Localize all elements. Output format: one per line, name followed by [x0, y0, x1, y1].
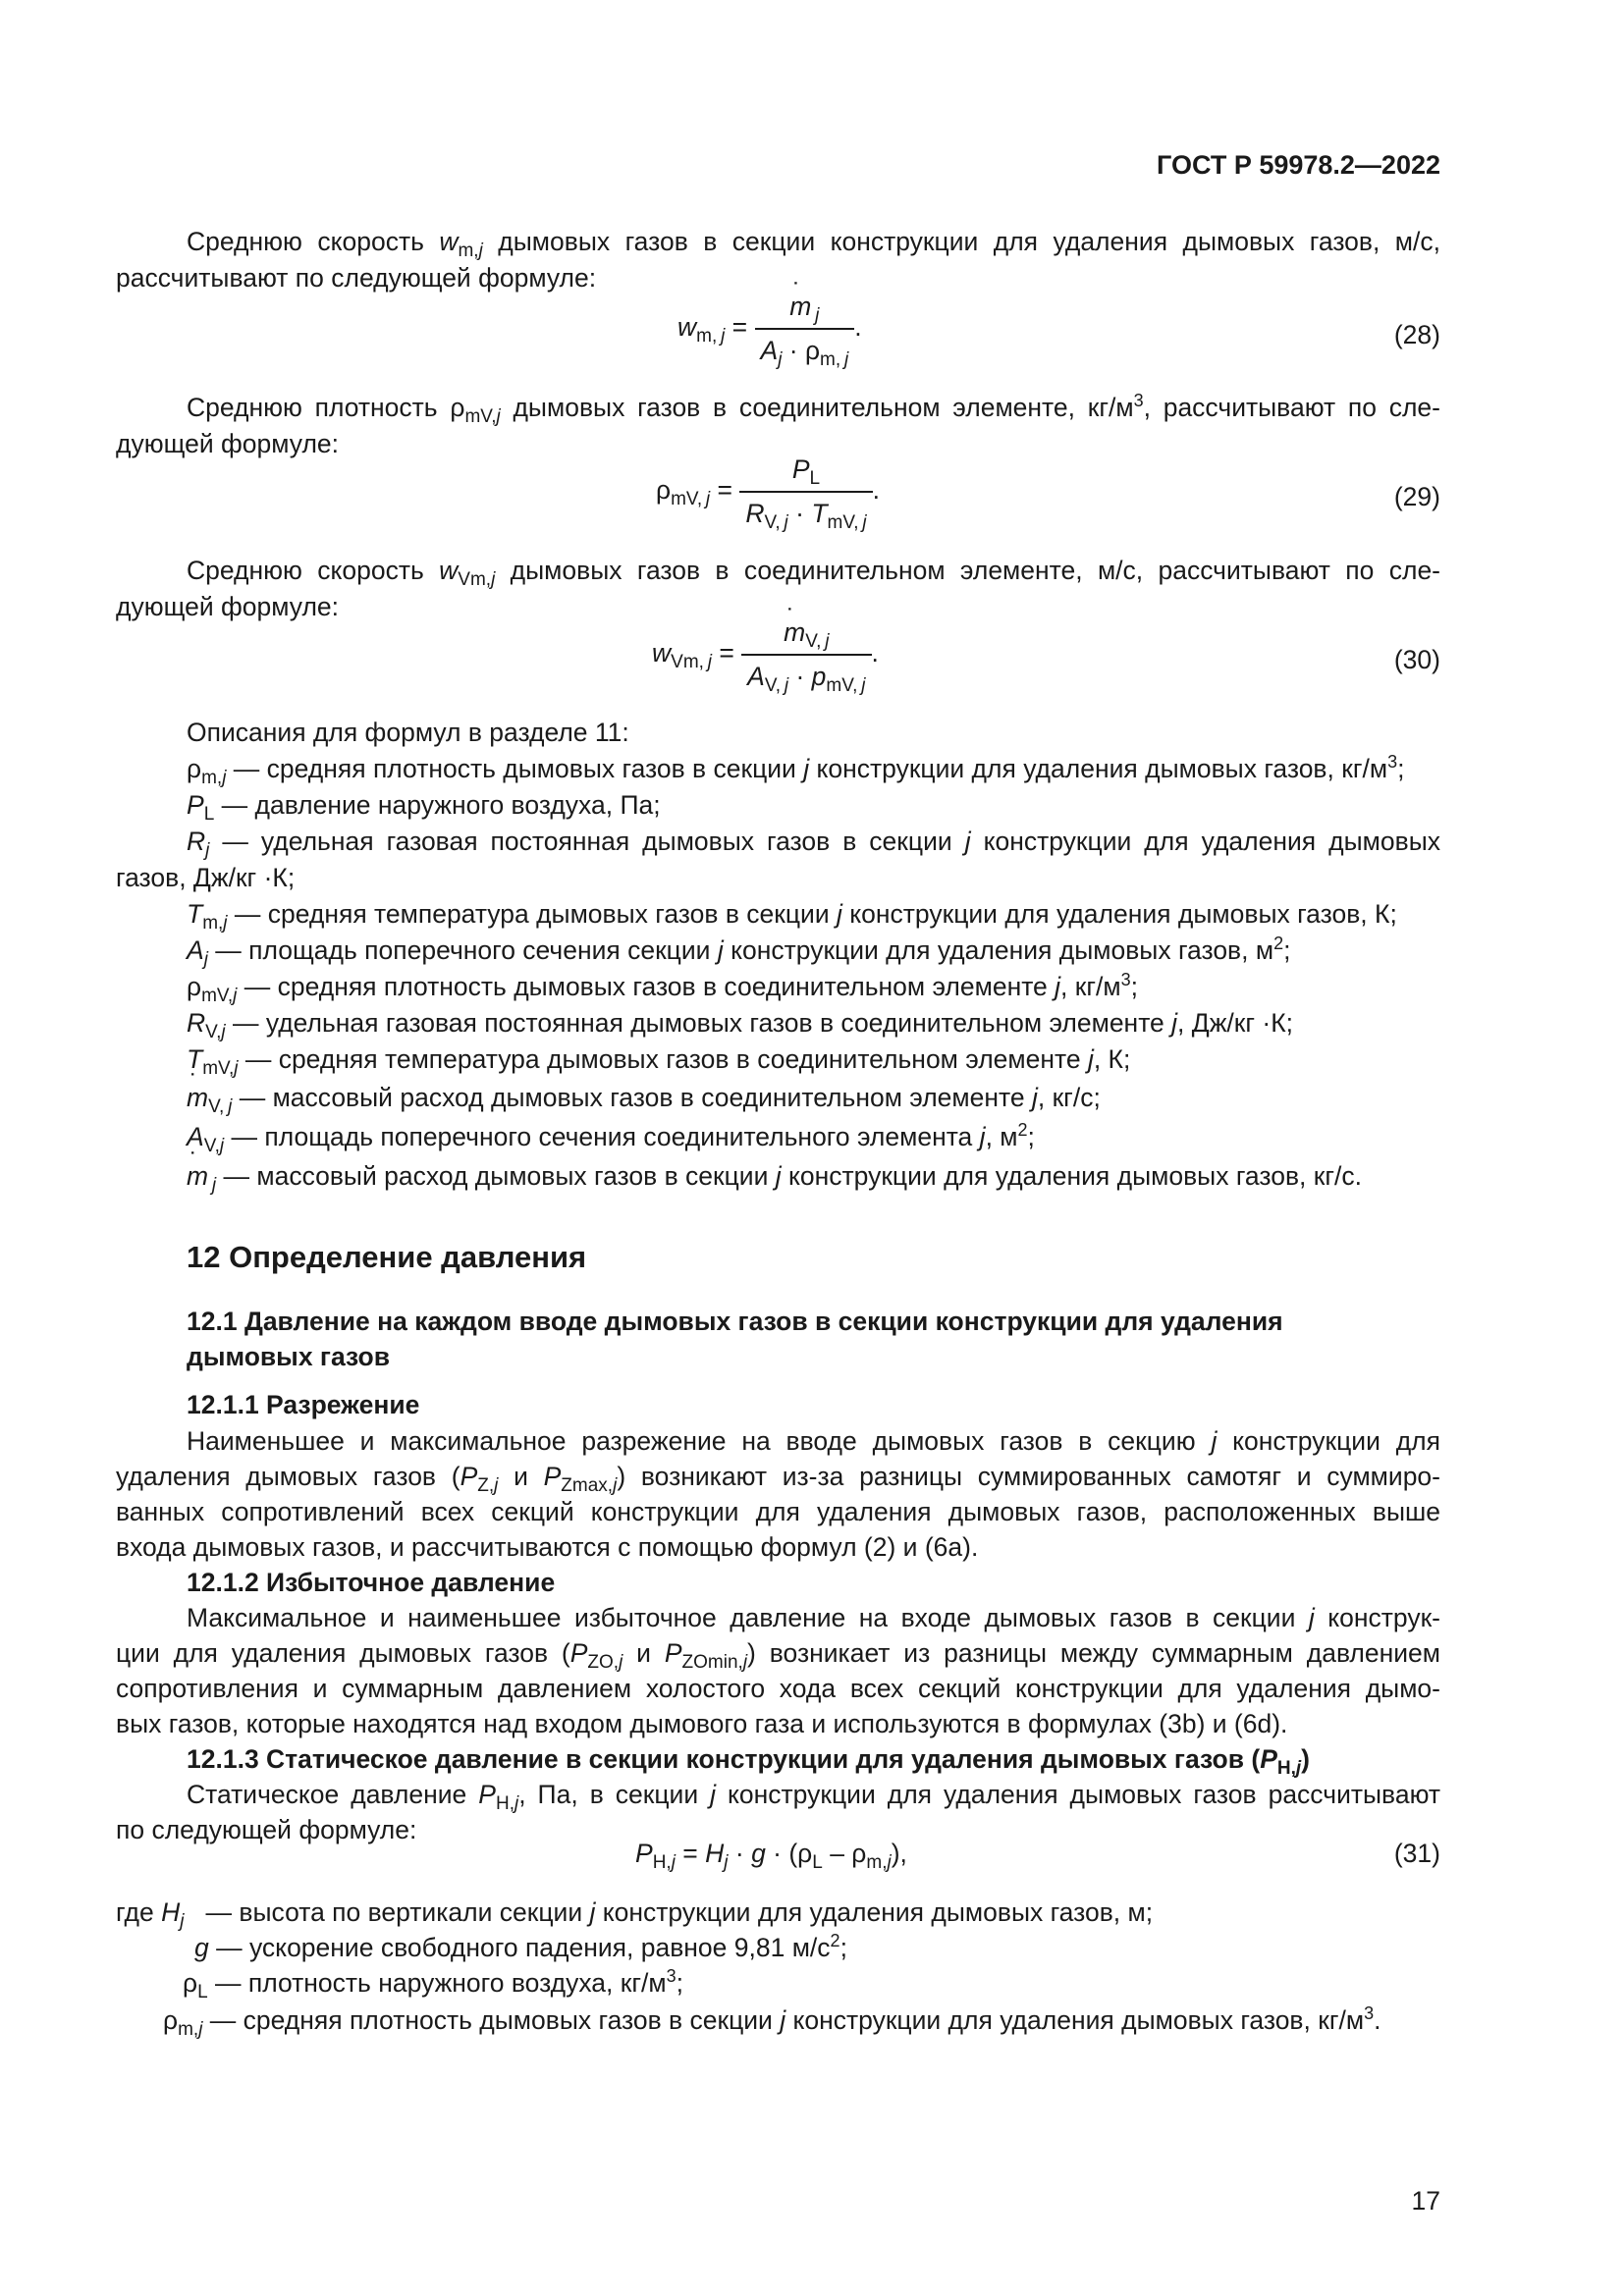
equation-number: (30): [1393, 645, 1440, 674]
subsection-heading: дымовых газов: [187, 1342, 391, 1371]
equation-number: (28): [1393, 320, 1440, 349]
description-item: $T_{mV,j}$ — средняя температура дымовых газов в соединительном элементе j, К;: [187, 1044, 1131, 1079]
description-item: ˙ m $_j$ — массовый расход дымовых газов в секции j конструкции для удаления дымовых газов, кг/с.: [187, 1158, 1362, 1195]
paragraph-line: Наименьшее и максимальное разрежение на вводе дымовых газов в секцию j конструкции для: [187, 1426, 1440, 1456]
paragraph-line: вых газов, которые находятся над входом дымового газа и используются в формулах (3b) и (6d).: [116, 1709, 1288, 1738]
where-item: $\rho_{m,j}$ — средняя плотность дымовых газов в секции j конструкции для удаления дымовых газов, $кг/м^3$.: [163, 2003, 1381, 2040]
equation-31: $P_{H,j} = H_j \cdot g \cdot (\rho_L - \rho_{m,j})$,: [635, 1839, 907, 1873]
paragraph-line: Максимальное и наименьшее избыточное давление на входе дымовых газов в секции j конструк-: [187, 1603, 1440, 1632]
description-item: газов, Дж/кг ·К;: [116, 863, 296, 892]
document-id: ГОСТ Р 59978.2—2022: [1157, 150, 1440, 180]
paragraph-line: удаления дымовых газов ($P_{Z,j}$ и $P_{Zmax,j}$) возникают из-за разницы суммированных самотяг и суммиро-: [116, 1462, 1440, 1496]
description-item: $R_{V,j}$ — удельная газовая постоянная дымовых газов в соединительном элементе j, Дж/кг ·К;: [187, 1008, 1294, 1042]
paragraph-line: входа дымовых газов, и рассчитываются с помощью формул (2) и (6а).: [116, 1532, 979, 1562]
paragraph-line: ванных сопротивлений всех секций конструкции для удаления дымовых газов, расположенных выше: [116, 1497, 1440, 1526]
subsection-heading: 12.1.2 Избыточное давление: [187, 1568, 556, 1597]
paragraph-line: дующей формуле:: [116, 592, 340, 621]
page-number: 17: [1411, 2186, 1440, 2216]
description-item: $A_{V,j}$ — площадь поперечного сечения соединительного элемента j, $м^2$;: [187, 1120, 1035, 1156]
paragraph-line: Среднюю скорость $w_{m,j}$ дымовых газов в секции конструкции для удаления дымовых газов, м/с,: [187, 227, 1440, 261]
where-item: $\rho_L$ — плотность наружного воздуха, $кг/м^3$;: [183, 1966, 684, 2002]
description-item: $P_L$ — давление наружного воздуха, Па;: [187, 790, 661, 825]
subsection-heading: 12.1.3 Статическое давление в секции конструкции для удаления дымовых газов $(P_{H,j})$: [187, 1744, 1310, 1779]
equation-30: $w_{Vm, j}$ = ˙ $\frac{m_{V, j}}{A_{V, j} \cdot p_{mV, j}}$ .: [652, 614, 879, 695]
descriptions-intro: Описания для формул в разделе 11:: [187, 718, 629, 747]
subsection-heading: 12.1.1 Разрежение: [187, 1390, 420, 1419]
equation-number: (29): [1393, 482, 1440, 511]
paragraph-line: рассчитывают по следующей формуле:: [116, 263, 597, 293]
paragraph-line: Среднюю плотность $\rho_{mV,j}$ дымовых газов в соединительном элементе, $кг/м^3$, рассчитывают по сле-: [187, 391, 1440, 427]
equation-29: $\rho_{mV, j}$ = $\frac{P_L}{R_{V, j} \cdot T_{mV, j}}$ .: [656, 454, 880, 533]
paragraph-line: Среднюю скорость $w_{Vm,j}$ дымовых газов в соединительном элементе, м/с, рассчитывают по сле-: [187, 556, 1441, 590]
paragraph-line: дующей формуле:: [116, 429, 340, 458]
equation-28: $w_{m, j}$ = ˙ $\frac{m _j}{A_j \cdot \rho_{m, j}}$ .: [677, 289, 862, 369]
description-item: $T_{m,j}$ — средняя температура дымовых газов в секции j конструкции для удаления дымовых газов, К;: [187, 899, 1397, 934]
paragraph-line: ции для удаления дымовых газов ($P_{ZO,j}$ и $P_{ZOmin,j}$) возникает из разницы между суммарным давлением: [116, 1638, 1441, 1673]
description-item: $\rho_{m,j}$ — средняя плотность дымовых газов в секции j конструкции для удаления дымовых газов, $кг/м^3$;: [187, 752, 1405, 788]
description-item: $R_j$ — удельная газовая постоянная дымовых газов в секции j конструкции для удаления дымовых: [187, 827, 1440, 861]
where-item: где $H_j$ — высота по вертикали секции j конструкции для удаления дымовых газов, м;: [116, 1897, 1154, 1932]
section-heading: 12 Определение давления: [187, 1240, 587, 1274]
description-item: $\rho_{mV,j}$ — средняя плотность дымовых газов в соединительном элементе j, $кг/м^3$;: [187, 970, 1139, 1006]
paragraph-line: Статическое давление $P_{H,j}$, Па, в секции j конструкции для удаления дымовых газов рассчитывают: [187, 1780, 1441, 1814]
equation-number: (31): [1393, 1839, 1440, 1868]
subsection-heading: 12.1 Давление на каждом вводе дымовых газов в секции конструкции для удаления: [187, 1307, 1283, 1336]
paragraph-line: по следующей формуле:: [116, 1815, 417, 1844]
paragraph-line: сопротивления и суммарным давлением холостого хода всех секций конструкции для удаления дымо-: [116, 1674, 1440, 1703]
description-item: $A_j$ — площадь поперечного сечения секции j конструкции для удаления дымовых газов, $м^2$;: [187, 934, 1291, 970]
description-item: ˙ $m_{V, j}$ — массовый расход дымовых газов в соединительном элементе j, кг/с;: [187, 1080, 1101, 1116]
where-item: g — ускорение свободного падения, равное 9,81 $м/с^2$;: [194, 1931, 847, 1962]
